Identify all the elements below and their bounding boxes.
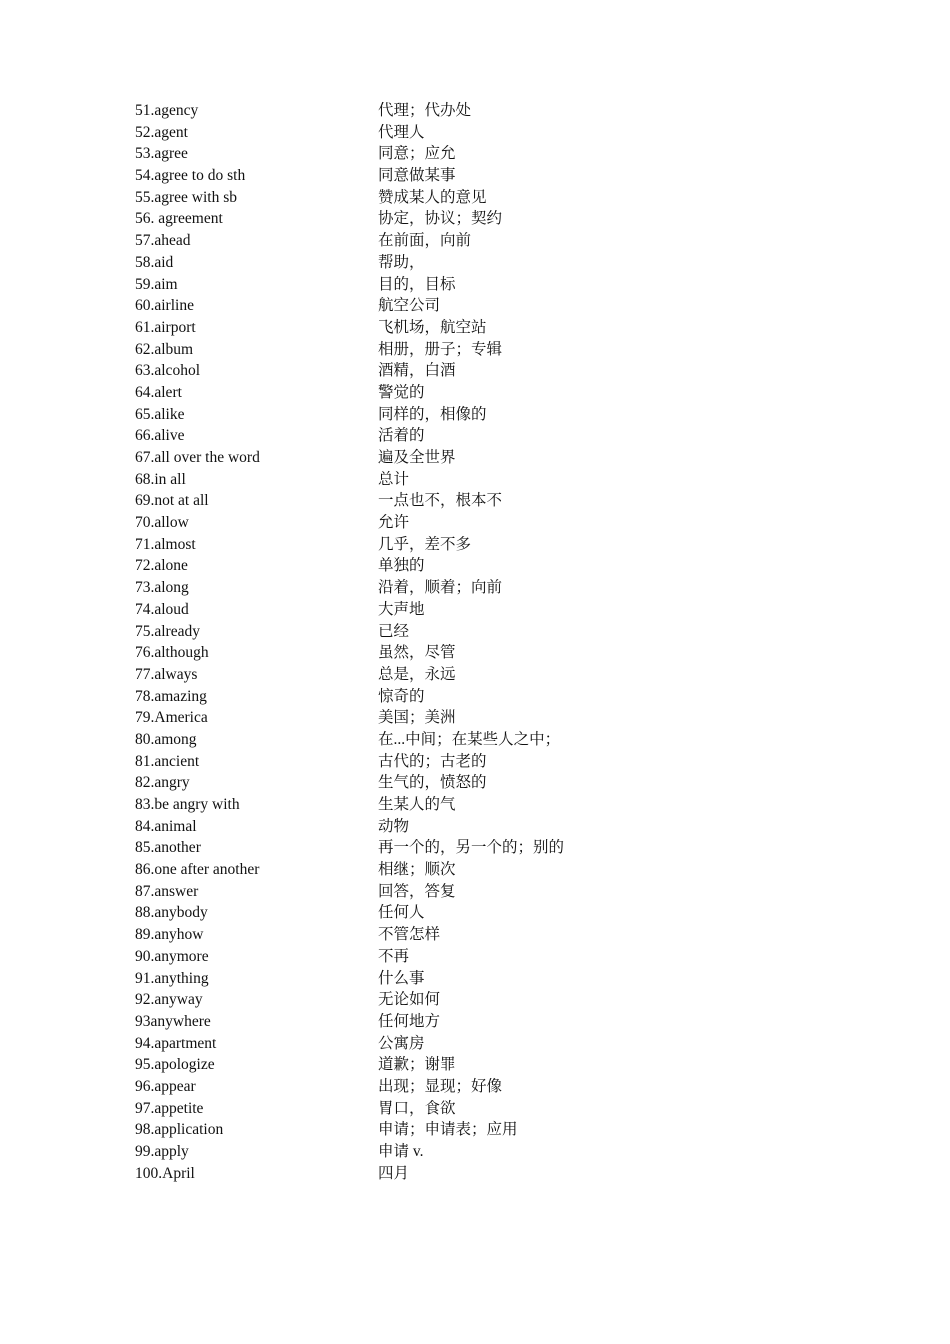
- vocab-meaning: 不管怎样: [378, 926, 441, 944]
- vocab-meaning: 四月: [378, 1164, 410, 1182]
- vocab-meaning: 公寓房: [378, 1034, 425, 1052]
- vocab-row: [135, 208, 835, 230]
- vocab-meaning: 不再: [378, 947, 410, 965]
- vocab-meaning: 相册，册子；专辑: [378, 340, 503, 358]
- vocab-meaning: 赞成某人的意见: [378, 188, 487, 206]
- vocab-row: [135, 1076, 835, 1098]
- vocab-meaning: 同意；应允: [378, 145, 456, 163]
- vocab-meaning: 协定，协议；契约: [378, 210, 503, 228]
- vocab-meaning: 在...中间；在某些人之中；: [378, 730, 561, 748]
- vocab-term: 80.among: [135, 730, 197, 748]
- vocab-meaning: 总是，永远: [378, 665, 456, 683]
- vocab-row: [135, 490, 835, 512]
- vocab-meaning: 代理人: [378, 123, 425, 141]
- vocab-term: 53.agree: [135, 145, 188, 163]
- vocab-term: 70.allow: [135, 514, 189, 532]
- vocab-term: 77.always: [135, 665, 198, 683]
- vocab-row: [135, 404, 835, 426]
- vocab-term: 72.alone: [135, 557, 188, 575]
- vocab-row: [135, 989, 835, 1011]
- vocab-row: [135, 902, 835, 924]
- vocab-term: 90.anymore: [135, 947, 209, 965]
- vocab-meaning: 同意做某事: [378, 167, 456, 185]
- vocab-term: 76.although: [135, 644, 209, 662]
- vocab-row: [135, 469, 835, 491]
- vocab-row: [135, 187, 835, 209]
- vocab-meaning: 单独的: [378, 557, 425, 575]
- vocab-term: 93anywhere: [135, 1012, 211, 1030]
- vocab-row: [135, 707, 835, 729]
- vocab-row: [135, 295, 835, 317]
- vocab-meaning: 允许: [378, 514, 410, 532]
- vocab-term: 56. agreement: [135, 210, 223, 228]
- vocab-row: [135, 946, 835, 968]
- vocab-row: [135, 1141, 835, 1163]
- vocab-term: 66.alive: [135, 427, 185, 445]
- vocab-term: 82.angry: [135, 774, 190, 792]
- vocab-row: [135, 382, 835, 404]
- vocab-row: [135, 599, 835, 621]
- vocab-meaning: 古代的；古老的: [378, 752, 487, 770]
- vocab-term: 62.album: [135, 340, 194, 358]
- vocab-meaning: 代理；代办处: [378, 102, 472, 119]
- vocab-term: 69.not at all: [135, 492, 209, 510]
- vocab-term: 97.appetite: [135, 1099, 204, 1117]
- vocab-row: [135, 772, 835, 794]
- vocab-term: 85.another: [135, 839, 201, 857]
- vocab-term: 73.along: [135, 579, 189, 597]
- vocab-meaning: 动物: [378, 817, 410, 835]
- vocab-row: [135, 317, 835, 339]
- vocab-row: [135, 686, 835, 708]
- vocab-term: 51.agency: [135, 102, 199, 119]
- vocab-row: [135, 881, 835, 903]
- vocab-row: [135, 1033, 835, 1055]
- vocab-row: [135, 621, 835, 643]
- vocab-term: 95.apologize: [135, 1056, 215, 1074]
- vocab-row: [135, 230, 835, 252]
- vocab-row: [135, 555, 835, 577]
- vocab-row: [135, 143, 835, 165]
- vocab-meaning: 出现；显现；好像: [378, 1077, 503, 1095]
- vocab-row: [135, 447, 835, 469]
- vocab-meaning: 在前面，向前: [378, 232, 472, 250]
- vocab-row: [135, 729, 835, 751]
- vocab-row: [135, 1011, 835, 1033]
- vocab-meaning: 帮助，: [378, 253, 425, 271]
- vocab-meaning: 任何地方: [378, 1012, 441, 1030]
- vocab-term: 63.alcohol: [135, 362, 200, 380]
- vocab-meaning: 再一个的，另一个的；别的: [378, 839, 565, 857]
- vocab-row: [135, 100, 835, 122]
- vocab-term: 91.anything: [135, 969, 209, 987]
- vocab-meaning: 目的，目标: [378, 275, 456, 293]
- vocab-meaning: 任何人: [378, 904, 425, 922]
- vocab-row: [135, 339, 835, 361]
- vocab-meaning: 申请；申请表；应用: [378, 1121, 518, 1139]
- vocab-meaning: 虽然，尽管: [378, 644, 456, 662]
- vocab-meaning: 航空公司: [378, 297, 441, 315]
- vocab-meaning: 警觉的: [378, 383, 425, 401]
- vocab-meaning: 遍及全世界: [378, 449, 456, 466]
- vocab-meaning: 惊奇的: [378, 687, 425, 705]
- vocab-meaning: 胃口，食欲: [378, 1099, 456, 1117]
- vocab-term: 74.aloud: [135, 600, 189, 618]
- vocab-row: [135, 252, 835, 274]
- vocab-term: 71.almost: [135, 535, 196, 553]
- vocab-meaning: 同样的，相像的: [378, 405, 487, 423]
- vocab-meaning: 已经: [378, 622, 410, 640]
- vocab-row: [135, 274, 835, 296]
- vocab-meaning: 大声地: [378, 600, 425, 618]
- vocab-term: 61.airport: [135, 318, 196, 336]
- vocab-term: 57.ahead: [135, 232, 191, 250]
- vocab-meaning: 飞机场，航空站: [378, 318, 487, 336]
- vocab-term: 83.be angry with: [135, 796, 240, 813]
- vocab-row: [135, 859, 835, 881]
- vocab-meaning: 生气的，愤怒的: [378, 774, 487, 792]
- vocab-meaning: 活着的: [378, 427, 425, 445]
- vocab-row: [135, 751, 835, 773]
- vocab-term: 58.aid: [135, 253, 174, 271]
- vocab-row: [135, 122, 835, 144]
- vocab-row: [135, 794, 835, 816]
- vocab-meaning: 一点也不，根本不: [378, 492, 503, 510]
- vocab-meaning: 道歉；谢罪: [378, 1056, 456, 1074]
- vocab-term: 78.amazing: [135, 687, 207, 705]
- vocab-meaning: 美国；美洲: [378, 709, 456, 727]
- vocab-row: [135, 924, 835, 946]
- vocab-term: 67.all over the word: [135, 449, 260, 466]
- vocab-term: 100.April: [135, 1164, 195, 1182]
- vocab-row: [135, 1163, 835, 1185]
- vocab-term: 54.agree to do sth: [135, 167, 246, 185]
- vocab-meaning: 几乎，差不多: [378, 535, 472, 553]
- vocab-term: 87.answer: [135, 882, 199, 900]
- vocab-meaning: 申请 v.: [378, 1143, 424, 1160]
- vocab-term: 96.appear: [135, 1077, 196, 1095]
- vocab-row: [135, 512, 835, 534]
- vocab-term: 79.America: [135, 709, 208, 727]
- vocab-row: [135, 360, 835, 382]
- vocab-row: [135, 1098, 835, 1120]
- vocab-row: [135, 642, 835, 664]
- vocab-row: [135, 968, 835, 990]
- vocab-meaning: 无论如何: [378, 991, 441, 1009]
- vocab-term: 59.aim: [135, 275, 178, 293]
- vocab-term: 86.one after another: [135, 861, 260, 879]
- vocab-term: 94.apartment: [135, 1034, 217, 1052]
- vocab-term: 92.anyway: [135, 991, 203, 1009]
- vocab-row: [135, 1119, 835, 1141]
- vocab-row: [135, 816, 835, 838]
- vocab-meaning: 什么事: [378, 969, 425, 987]
- vocab-term: 75.already: [135, 622, 200, 640]
- vocab-meaning: 回答，答复: [378, 882, 456, 900]
- vocab-term: 68.in all: [135, 470, 186, 488]
- vocab-term: 84.animal: [135, 817, 197, 835]
- vocab-term: 98.application: [135, 1121, 224, 1139]
- vocab-row: [135, 577, 835, 599]
- vocab-term: 60.airline: [135, 297, 194, 315]
- vocab-term: 65.alike: [135, 405, 185, 423]
- vocab-row: [135, 664, 835, 686]
- vocab-term: 81.ancient: [135, 752, 200, 770]
- vocab-term: 89.anyhow: [135, 926, 204, 944]
- vocab-term: 88.anybody: [135, 904, 208, 922]
- vocab-term: 55.agree with sb: [135, 188, 238, 206]
- vocab-term: 52.agent: [135, 123, 188, 141]
- vocab-meaning: 沿着，顺着；向前: [378, 579, 503, 597]
- vocab-meaning: 酒精，白酒: [378, 362, 456, 380]
- vocab-term: 64.alert: [135, 383, 182, 401]
- vocab-meaning: 生某人的气: [378, 796, 456, 813]
- vocab-row: [135, 534, 835, 556]
- vocab-row: [135, 165, 835, 187]
- vocab-row: [135, 837, 835, 859]
- vocab-row: [135, 425, 835, 447]
- vocab-row: [135, 1054, 835, 1076]
- vocab-meaning: 总计: [378, 470, 410, 488]
- vocab-meaning: 相继；顺次: [378, 861, 456, 879]
- vocab-term: 99.apply: [135, 1143, 189, 1160]
- vocabulary-list: [135, 100, 835, 1184]
